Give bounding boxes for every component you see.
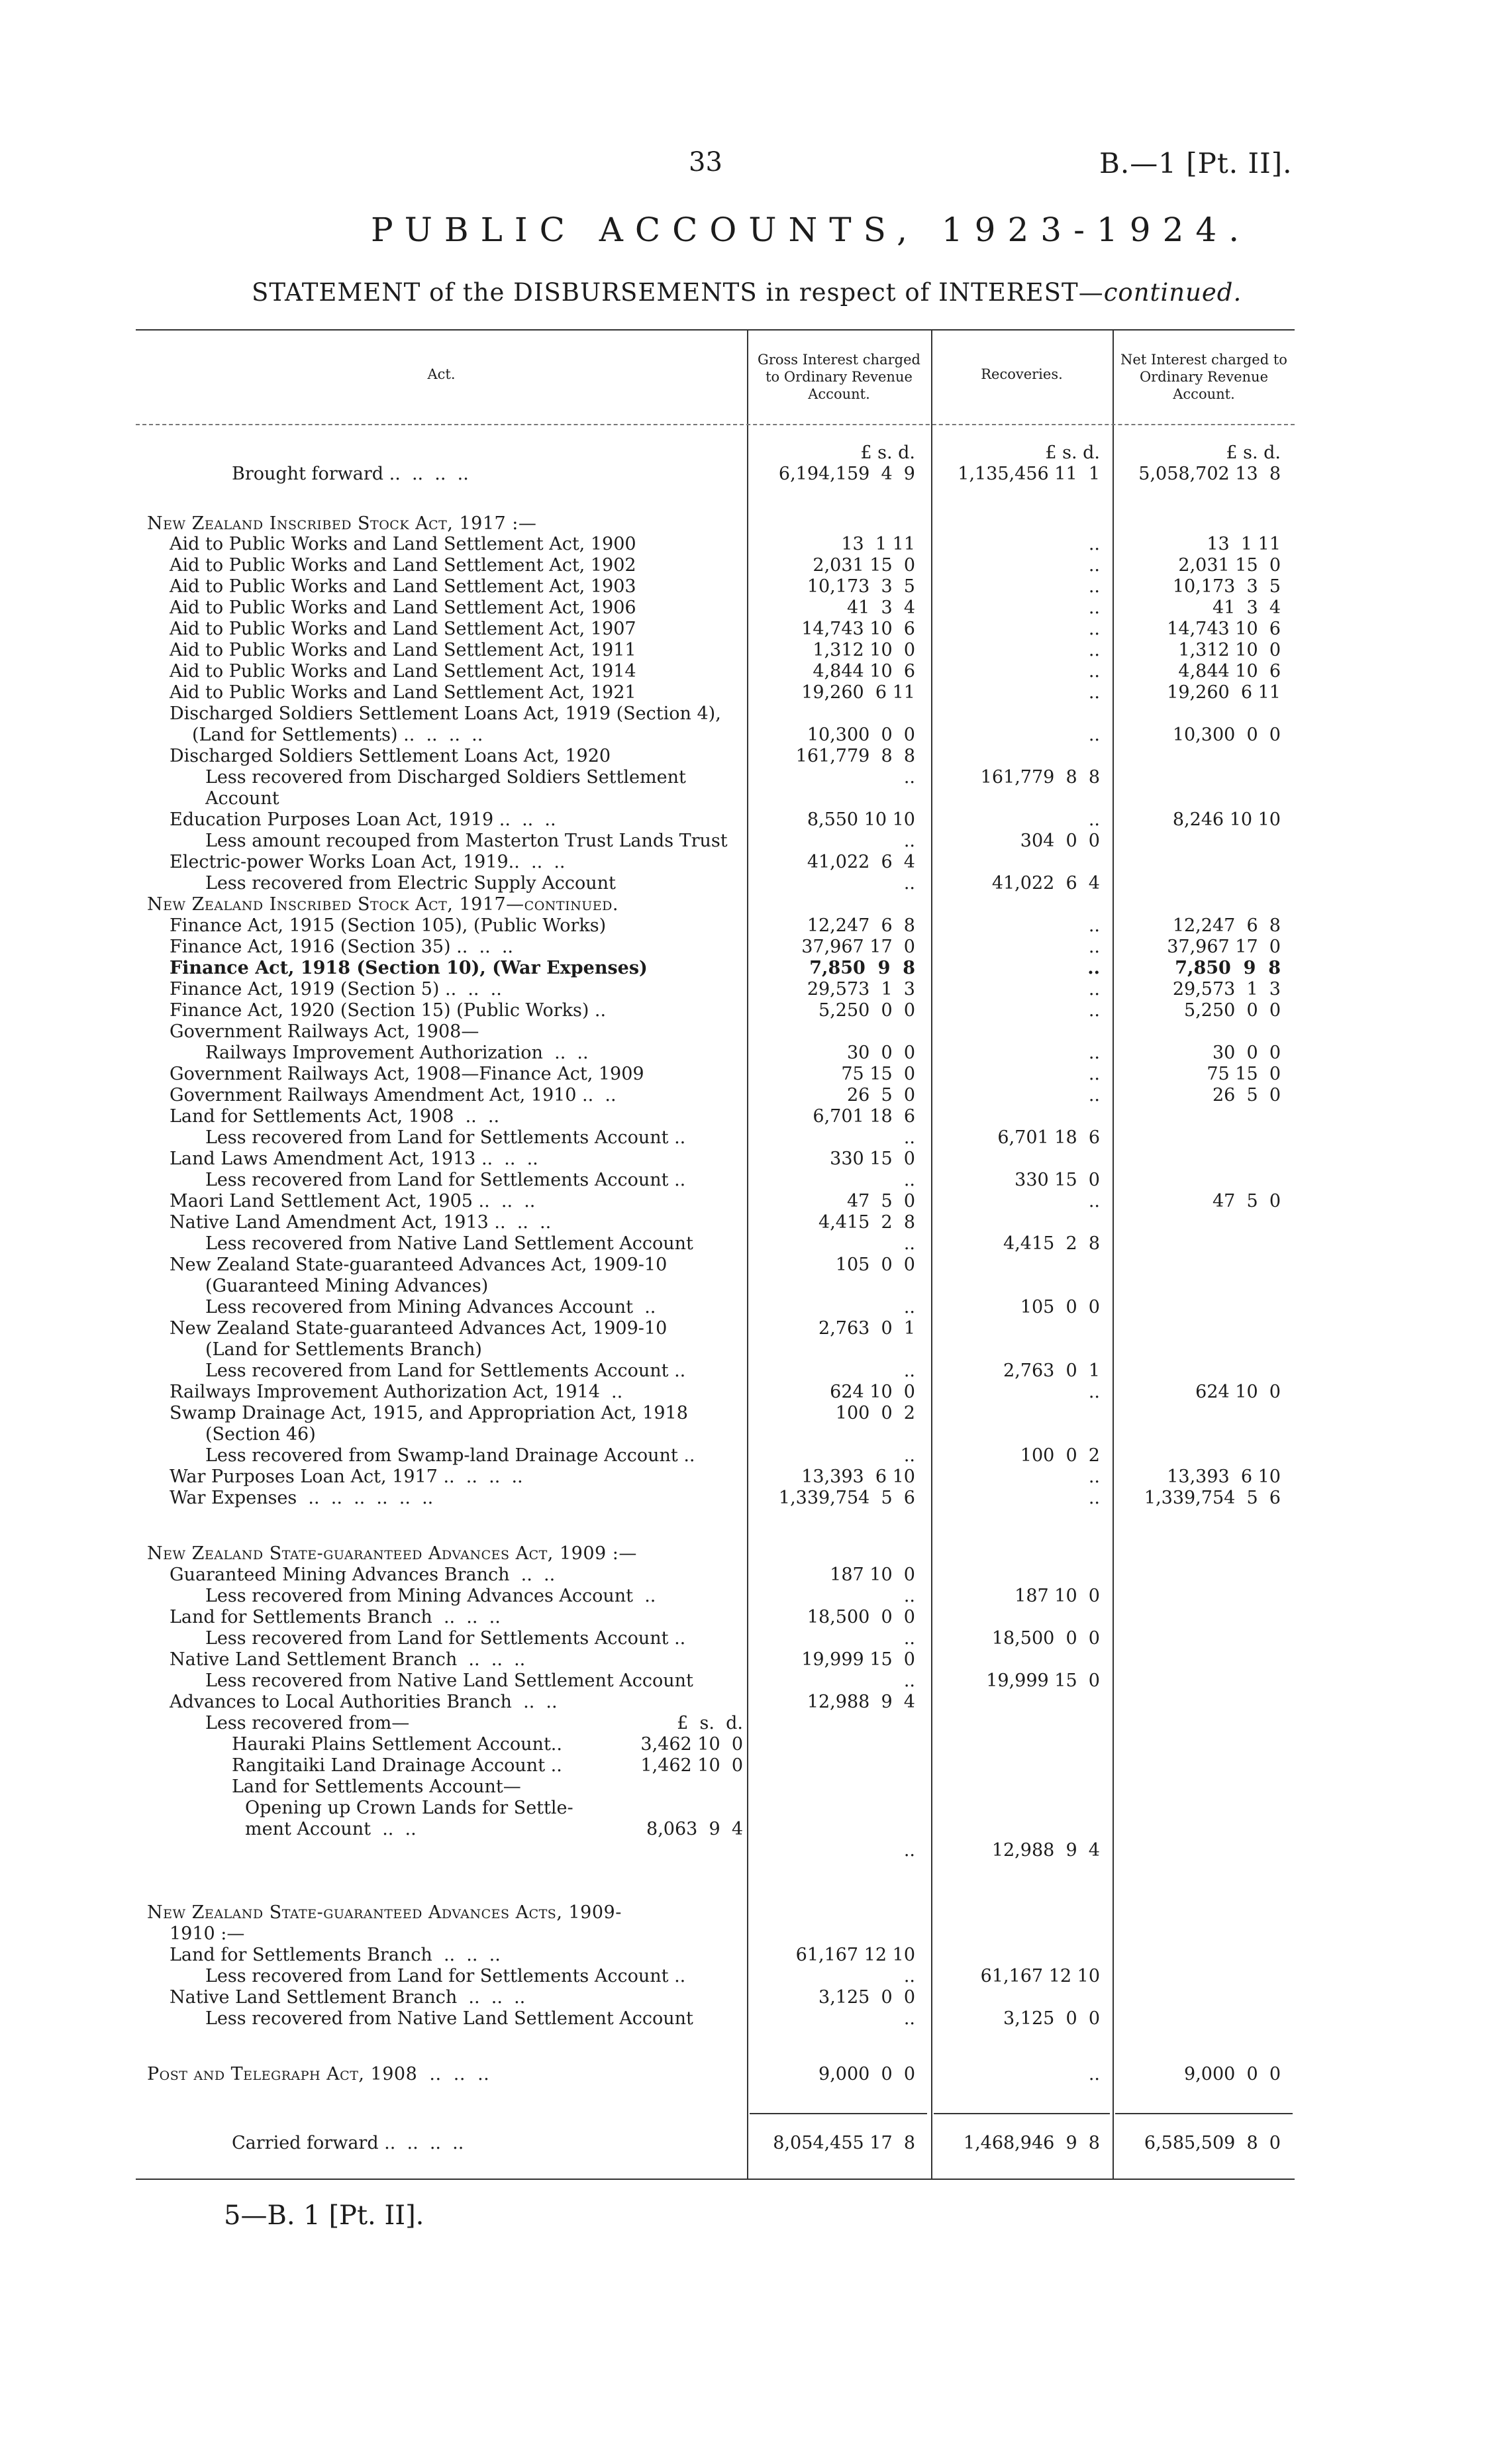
row-gross-amount: 10,173 3 5 — [807, 576, 915, 597]
row-gross-amount: .. — [903, 1966, 915, 1986]
row-recoveries-amount: 1,135,456 11 1 — [958, 464, 1100, 484]
row-label: Finance Act, 1915 (Section 105), (Public Works) — [170, 915, 607, 936]
row-recoveries-amount: .. — [1088, 661, 1100, 682]
table-row — [0, 873, 1486, 894]
row-gross-amount: 7,850 9 8 — [809, 958, 915, 978]
row-label: Native Land Settlement Branch .. .. .. — [170, 1649, 526, 1670]
table-row — [0, 1543, 1486, 1565]
row-gross-amount: .. — [903, 1170, 915, 1190]
table-row — [0, 788, 1486, 809]
row-label: Native Land Settlement Branch .. .. .. — [170, 1987, 526, 2008]
table-row — [0, 1488, 1486, 1509]
row-label: Less recovered from Discharged Soldiers Settlement — [205, 767, 686, 788]
page-title: PUBLIC ACCOUNTS, 1923-1924. — [371, 211, 1252, 249]
row-gross-amount: 14,743 10 6 — [801, 619, 915, 639]
statement-subtitle — [252, 278, 1242, 307]
table-row — [0, 1734, 1486, 1755]
table-row — [0, 767, 1486, 788]
row-net-amount: 10,173 3 5 — [1172, 576, 1281, 597]
row-label: Aid to Public Works and Land Settlement Act, 1902 — [170, 555, 636, 576]
table-row — [0, 915, 1486, 937]
row-label: Maori Land Settlement Act, 1905 .. .. .. — [170, 1191, 536, 1211]
row-label: Aid to Public Works and Land Settlement Act, 1900 — [170, 534, 636, 554]
total-rule — [934, 2113, 1110, 2114]
row-gross-amount: 41,022 6 4 — [807, 852, 915, 872]
row-net-amount: 30 0 0 — [1212, 1043, 1281, 1063]
row-label: Discharged Soldiers Settlement Loans Act, 1920 — [170, 746, 611, 766]
row-label: Less recovered from Land for Settlements Account .. — [205, 1628, 686, 1649]
row-gross-amount: 13,393 6 10 — [801, 1466, 915, 1487]
row-gross-amount: 105 0 0 — [835, 1255, 915, 1275]
row-label: Carried forward .. .. .. .. — [232, 2133, 464, 2153]
table-row — [0, 1360, 1486, 1382]
table-row — [0, 1424, 1486, 1445]
row-recoveries-amount: .. — [1088, 1064, 1100, 1084]
table-row — [0, 1819, 1486, 1840]
row-gross-amount: .. — [903, 1628, 915, 1649]
row-gross-amount: .. — [903, 1233, 915, 1254]
row-net-amount: 13,393 6 10 — [1167, 1466, 1281, 1487]
row-recoveries-amount: .. — [1088, 640, 1100, 660]
row-gross-amount: 3,125 0 0 — [818, 1987, 915, 2008]
table-row — [0, 1607, 1486, 1628]
row-net-amount: 41 3 4 — [1212, 597, 1281, 618]
row-label: Railways Improvement Authorization .. .. — [205, 1043, 589, 1063]
row-recoveries-amount: 19,999 15 0 — [986, 1670, 1100, 1691]
row-label: Less recovered from Mining Advances Account .. — [205, 1297, 656, 1317]
row-label: Native Land Amendment Act, 1913 .. .. .. — [170, 1212, 552, 1233]
table-row — [0, 555, 1486, 576]
table-row — [0, 1945, 1486, 1966]
table-row — [0, 1403, 1486, 1424]
row-label: Finance Act, 1920 (Section 15) (Public Works) .. — [170, 1000, 607, 1021]
row-recoveries-amount: .. — [1088, 555, 1100, 576]
row-net-amount: 8,246 10 10 — [1172, 809, 1281, 830]
table-row — [0, 1021, 1486, 1043]
table-row — [0, 852, 1486, 873]
table-row — [0, 746, 1486, 767]
currency-header-recoveries: £ s. d. — [1045, 442, 1100, 463]
table-row — [0, 1924, 1486, 1945]
row-gross-amount: 4,844 10 6 — [813, 661, 915, 682]
row-recoveries-amount: 4,415 2 8 — [1003, 1233, 1100, 1254]
row-recoveries-amount: 330 15 0 — [1015, 1170, 1100, 1190]
row-label: War Purposes Loan Act, 1917 .. .. .. .. — [170, 1466, 523, 1487]
row-label: New Zealand State-guaranteed Advances Act, 1909-10 — [170, 1318, 668, 1339]
row-label: Electric-power Works Loan Act, 1919.. .. .. — [170, 852, 566, 872]
page-number: 33 — [689, 147, 722, 178]
row-recoveries-amount: .. — [1088, 1191, 1100, 1211]
row-gross-amount: 26 5 0 — [846, 1085, 915, 1105]
row-label: Land for Settlements Branch .. .. .. — [170, 1945, 501, 1965]
row-recoveries-amount: .. — [1088, 682, 1100, 703]
table-row — [0, 1382, 1486, 1403]
row-recoveries-amount: 12,988 9 4 — [991, 1840, 1100, 1861]
row-gross-amount: 1,312 10 0 — [813, 640, 915, 660]
row-label: 1910 :— — [170, 1924, 245, 1944]
table-row — [0, 703, 1486, 725]
row-recoveries-amount: .. — [1088, 979, 1100, 1000]
row-recoveries-amount: .. — [1088, 1000, 1100, 1021]
row-label: Less recovered from Native Land Settlement Account — [205, 1233, 693, 1254]
document-reference: B.—1 [Pt. II]. — [1099, 147, 1293, 180]
row-recoveries-amount: 41,022 6 4 — [991, 873, 1100, 894]
table-row — [0, 1966, 1486, 1987]
row-gross-amount: 12,988 9 4 — [807, 1692, 915, 1712]
row-gross-amount: 10,300 0 0 — [807, 725, 915, 745]
row-net-amount: 10,300 0 0 — [1172, 725, 1281, 745]
table-row — [0, 894, 1486, 915]
row-net-amount: 26 5 0 — [1212, 1085, 1281, 1105]
table-row — [0, 619, 1486, 640]
row-gross-amount: .. — [903, 1840, 915, 1861]
table-row — [0, 1276, 1486, 1297]
table-row — [0, 1149, 1486, 1170]
table-row — [0, 1339, 1486, 1360]
table-row — [0, 1255, 1486, 1276]
currency-header-net: £ s. d. — [1226, 442, 1281, 463]
row-label: Finance Act, 1919 (Section 5) .. .. .. — [170, 979, 502, 1000]
row-gross-amount: 18,500 0 0 — [807, 1607, 915, 1627]
row-gross-amount: .. — [903, 767, 915, 788]
row-gross-amount: 100 0 2 — [835, 1403, 915, 1423]
row-label: Aid to Public Works and Land Settlement Act, 1921 — [170, 682, 636, 703]
row-label: Aid to Public Works and Land Settlement Act, 1906 — [170, 597, 636, 618]
total-rule — [1115, 2113, 1293, 2114]
row-net-amount: 29,573 1 3 — [1172, 979, 1281, 1000]
row-label: Less recovered from Swamp-land Drainage Account .. — [205, 1445, 695, 1466]
row-recoveries-amount: 3,125 0 0 — [1003, 2008, 1100, 2029]
row-gross-amount: 12,247 6 8 — [807, 915, 915, 936]
row-label: Aid to Public Works and Land Settlement Act, 1914 — [170, 661, 636, 682]
table-row — [0, 1798, 1486, 1819]
row-gross-amount: 37,967 17 0 — [801, 937, 915, 957]
row-net-amount: 13 1 11 — [1207, 534, 1281, 554]
row-recoveries-amount: 105 0 0 — [1020, 1297, 1100, 1317]
row-recoveries-amount: 1,468,946 9 8 — [963, 2133, 1100, 2153]
row-label: (Section 46) — [205, 1424, 316, 1445]
table-row — [0, 1586, 1486, 1607]
row-recoveries-amount: .. — [1088, 1043, 1100, 1063]
row-net-amount: 5,058,702 13 8 — [1138, 464, 1281, 484]
table-row — [0, 1064, 1486, 1085]
table-row — [0, 640, 1486, 661]
row-label: Hauraki Plains Settlement Account.. — [232, 1734, 562, 1755]
row-net-amount: 624 10 0 — [1195, 1382, 1281, 1402]
row-label: Post and Telegraph Act, 1908 .. .. .. — [147, 2064, 490, 2084]
row-sub-amount: £ s. d. — [677, 1713, 743, 1733]
row-label: Aid to Public Works and Land Settlement Act, 1903 — [170, 576, 636, 597]
row-label: Guaranteed Mining Advances Branch .. .. — [170, 1565, 556, 1585]
column-header-gross: Gross Interest charged to Ordinary Revenue Account. — [758, 352, 920, 402]
table-row — [0, 1191, 1486, 1212]
table-row — [0, 1565, 1486, 1586]
table-row — [0, 1628, 1486, 1649]
total-rule — [750, 2113, 927, 2114]
row-label: Less recovered from Electric Supply Account — [205, 873, 616, 894]
table-row — [0, 1106, 1486, 1127]
table-row — [0, 1692, 1486, 1713]
row-label: Government Railways Amendment Act, 1910 .. .. — [170, 1085, 617, 1105]
row-label: Brought forward .. .. .. .. — [232, 464, 469, 484]
row-recoveries-amount: .. — [1088, 576, 1100, 597]
row-label: Swamp Drainage Act, 1915, and Appropriation Act, 1918 — [170, 1403, 688, 1423]
table-row — [0, 1987, 1486, 2008]
row-label: Less recovered from Land for Settlements Account .. — [205, 1360, 686, 1381]
table-row — [0, 1670, 1486, 1692]
row-net-amount: 2,031 15 0 — [1178, 555, 1281, 576]
row-label: Finance Act, 1916 (Section 35) .. .. .. — [170, 937, 513, 957]
row-recoveries-amount: .. — [1088, 809, 1100, 830]
row-recoveries-amount: 187 10 0 — [1015, 1586, 1100, 1606]
row-recoveries-amount: 304 0 0 — [1020, 831, 1100, 851]
row-gross-amount: 29,573 1 3 — [807, 979, 915, 1000]
row-gross-amount: 6,701 18 6 — [813, 1106, 915, 1127]
row-net-amount: 19,260 6 11 — [1167, 682, 1281, 703]
table-row — [0, 1902, 1486, 1924]
row-gross-amount: .. — [903, 1297, 915, 1317]
row-label: Railways Improvement Authorization Act, 1914 .. — [170, 1382, 623, 1402]
row-gross-amount: 1,339,754 5 6 — [778, 1488, 915, 1508]
row-gross-amount: 6,194,159 4 9 — [778, 464, 915, 484]
row-label: Finance Act, 1918 (Section 10), (War Expenses) — [170, 958, 648, 978]
table-row — [0, 597, 1486, 619]
row-sub-amount: 8,063 9 4 — [646, 1819, 743, 1839]
row-gross-amount: 13 1 11 — [841, 534, 915, 554]
row-recoveries-amount: 2,763 0 1 — [1003, 1360, 1100, 1381]
row-recoveries-amount: 6,701 18 6 — [997, 1127, 1100, 1148]
row-label: New Zealand Inscribed Stock Act, 1917 :— — [147, 513, 537, 534]
table-row — [0, 661, 1486, 682]
row-gross-amount: .. — [903, 873, 915, 894]
table-row — [0, 1776, 1486, 1798]
row-gross-amount: 30 0 0 — [846, 1043, 915, 1063]
row-label: Less recovered from Land for Settlements Account .. — [205, 1966, 686, 1986]
column-header-net: Net Interest charged to Ordinary Revenue Account. — [1120, 352, 1287, 402]
table-row — [0, 937, 1486, 958]
row-gross-amount: 2,763 0 1 — [818, 1318, 915, 1339]
row-recoveries-amount: .. — [1088, 534, 1100, 554]
table-row — [0, 1466, 1486, 1488]
row-recoveries-amount: .. — [1087, 958, 1100, 978]
row-label: Less recovered from— — [205, 1713, 410, 1733]
row-gross-amount: .. — [903, 1670, 915, 1691]
row-net-amount: 5,250 0 0 — [1184, 1000, 1281, 1021]
row-label: Less recovered from Land for Settlements Account .. — [205, 1170, 686, 1190]
row-label: Land for Settlements Account— — [232, 1776, 521, 1797]
table-row — [0, 958, 1486, 979]
row-gross-amount: .. — [903, 1445, 915, 1466]
row-gross-amount: 330 15 0 — [830, 1149, 915, 1169]
row-recoveries-amount: .. — [1088, 1488, 1100, 1508]
row-net-amount: 37,967 17 0 — [1167, 937, 1281, 957]
row-label: New Zealand Inscribed Stock Act, 1917—continued. — [147, 894, 619, 915]
row-net-amount: 7,850 9 8 — [1175, 958, 1281, 978]
row-label: Opening up Crown Lands for Settle- — [245, 1798, 573, 1818]
row-label: ment Account .. .. — [245, 1819, 417, 1839]
row-recoveries-amount: .. — [1088, 1382, 1100, 1402]
row-recoveries-amount: .. — [1088, 937, 1100, 957]
row-gross-amount: 47 5 0 — [846, 1191, 915, 1211]
row-recoveries-amount: 18,500 0 0 — [991, 1628, 1100, 1649]
row-gross-amount: 161,779 8 8 — [795, 746, 915, 766]
table-row — [0, 2008, 1486, 2029]
row-recoveries-amount: 100 0 2 — [1020, 1445, 1100, 1466]
table-row — [0, 534, 1486, 555]
row-label: Land for Settlements Act, 1908 .. .. — [170, 1106, 500, 1127]
row-label: (Land for Settlements) .. .. .. .. — [192, 725, 483, 745]
row-gross-amount: 41 3 4 — [846, 597, 915, 618]
column-header-recoveries: Recoveries. — [981, 366, 1063, 382]
table-row — [0, 1043, 1486, 1064]
row-recoveries-amount: .. — [1088, 1085, 1100, 1105]
header-divider — [136, 424, 1295, 425]
table-row — [0, 576, 1486, 597]
row-label: Less recovered from Land for Settlements Account .. — [205, 1127, 686, 1148]
row-label: Less recovered from Mining Advances Account .. — [205, 1586, 656, 1606]
currency-header-gross: £ s. d. — [860, 442, 915, 463]
row-gross-amount: 8,054,455 17 8 — [773, 2133, 915, 2153]
row-label: Less amount recouped from Masterton Trust Lands Trust — [205, 831, 728, 851]
subtitle-main: STATEMENT of the DISBURSEMENTS in respect of INTEREST— — [252, 278, 1104, 307]
table-row — [0, 1000, 1486, 1021]
row-net-amount: 14,743 10 6 — [1167, 619, 1281, 639]
row-recoveries-amount: 61,167 12 10 — [980, 1966, 1100, 1986]
row-gross-amount: 9,000 0 0 — [818, 2064, 915, 2084]
row-net-amount: 9,000 0 0 — [1184, 2064, 1281, 2084]
row-label: Aid to Public Works and Land Settlement Act, 1911 — [170, 640, 636, 660]
table-row — [0, 1840, 1486, 1861]
table-row — [0, 1212, 1486, 1233]
table-row — [0, 1233, 1486, 1255]
row-gross-amount: 19,260 6 11 — [801, 682, 915, 703]
table-row — [0, 1170, 1486, 1191]
table-row — [0, 831, 1486, 852]
row-gross-amount: 4,415 2 8 — [818, 1212, 915, 1233]
row-label: Government Railways Act, 1908— — [170, 1021, 479, 1042]
row-gross-amount: 19,999 15 0 — [801, 1649, 915, 1670]
row-recoveries-amount: 161,779 8 8 — [980, 767, 1100, 788]
subtitle-continued: continued. — [1103, 278, 1242, 307]
row-gross-amount: .. — [903, 1586, 915, 1606]
row-label: Advances to Local Authorities Branch .. .. — [170, 1692, 558, 1712]
row-label: Education Purposes Loan Act, 1919 .. .. .. — [170, 809, 556, 830]
row-label: Less recovered from Native Land Settlement Account — [205, 1670, 693, 1691]
row-gross-amount: 5,250 0 0 — [818, 1000, 915, 1021]
row-net-amount: 4,844 10 6 — [1178, 661, 1281, 682]
row-gross-amount: .. — [903, 831, 915, 851]
row-label: Government Railways Act, 1908—Finance Act, 1909 — [170, 1064, 644, 1084]
table-row — [0, 2064, 1486, 2085]
footer-reference: 5—B. 1 [Pt. II]. — [224, 2200, 424, 2231]
row-recoveries-amount: .. — [1088, 915, 1100, 936]
row-gross-amount: .. — [903, 1360, 915, 1381]
table-row — [0, 1297, 1486, 1318]
row-label: Land for Settlements Branch .. .. .. — [170, 1607, 501, 1627]
row-gross-amount: 187 10 0 — [830, 1565, 915, 1585]
row-gross-amount: 2,031 15 0 — [813, 555, 915, 576]
row-label: New Zealand State-guaranteed Advances Act, 1909-10 — [170, 1255, 668, 1275]
row-label: (Guaranteed Mining Advances) — [205, 1276, 489, 1296]
table-row — [0, 1318, 1486, 1339]
row-net-amount: 75 15 0 — [1207, 1064, 1281, 1084]
table-row — [0, 1649, 1486, 1670]
table-row — [0, 2133, 1486, 2154]
row-gross-amount: .. — [903, 1127, 915, 1148]
row-gross-amount: 624 10 0 — [830, 1382, 915, 1402]
row-label: Land Laws Amendment Act, 1913 .. .. .. — [170, 1149, 538, 1169]
row-label: New Zealand State-guaranteed Advances Act, 1909 :— — [147, 1543, 637, 1564]
table-row — [0, 464, 1486, 485]
row-sub-amount: 3,462 10 0 — [640, 1734, 743, 1755]
row-label: Rangitaiki Land Drainage Account .. — [232, 1755, 562, 1776]
table-row — [0, 1127, 1486, 1149]
row-label: Account — [205, 788, 279, 809]
row-label: (Land for Settlements Branch) — [205, 1339, 482, 1360]
row-net-amount: 47 5 0 — [1212, 1191, 1281, 1211]
row-recoveries-amount: .. — [1088, 2064, 1100, 2084]
row-recoveries-amount: .. — [1088, 725, 1100, 745]
row-recoveries-amount: .. — [1088, 597, 1100, 618]
row-gross-amount: 75 15 0 — [841, 1064, 915, 1084]
table-row — [0, 979, 1486, 1000]
row-label: Discharged Soldiers Settlement Loans Act, 1919 (Section 4), — [170, 703, 721, 724]
row-recoveries-amount: .. — [1088, 619, 1100, 639]
table-row — [0, 1085, 1486, 1106]
row-label: War Expenses .. .. .. .. .. .. — [170, 1488, 434, 1508]
table-row — [0, 513, 1486, 535]
row-label: Aid to Public Works and Land Settlement Act, 1907 — [170, 619, 636, 639]
table-row — [0, 1713, 1486, 1734]
row-sub-amount: 1,462 10 0 — [640, 1755, 743, 1776]
row-net-amount: 1,312 10 0 — [1178, 640, 1281, 660]
row-recoveries-amount: .. — [1088, 1466, 1100, 1487]
row-label: Less recovered from Native Land Settlement Account — [205, 2008, 693, 2029]
row-net-amount: 6,585,509 8 0 — [1144, 2133, 1281, 2153]
row-gross-amount: 61,167 12 10 — [795, 1945, 915, 1965]
table-row — [0, 725, 1486, 746]
row-label: New Zealand State-guaranteed Advances Acts, 1909- — [147, 1902, 622, 1923]
row-gross-amount: 8,550 10 10 — [807, 809, 915, 830]
row-net-amount: 12,247 6 8 — [1172, 915, 1281, 936]
table-row — [0, 682, 1486, 703]
table-row — [0, 809, 1486, 831]
column-header-act: Act. — [427, 366, 456, 382]
table-row — [0, 1755, 1486, 1776]
row-net-amount: 1,339,754 5 6 — [1144, 1488, 1281, 1508]
table-row — [0, 1445, 1486, 1466]
row-gross-amount: .. — [903, 2008, 915, 2029]
